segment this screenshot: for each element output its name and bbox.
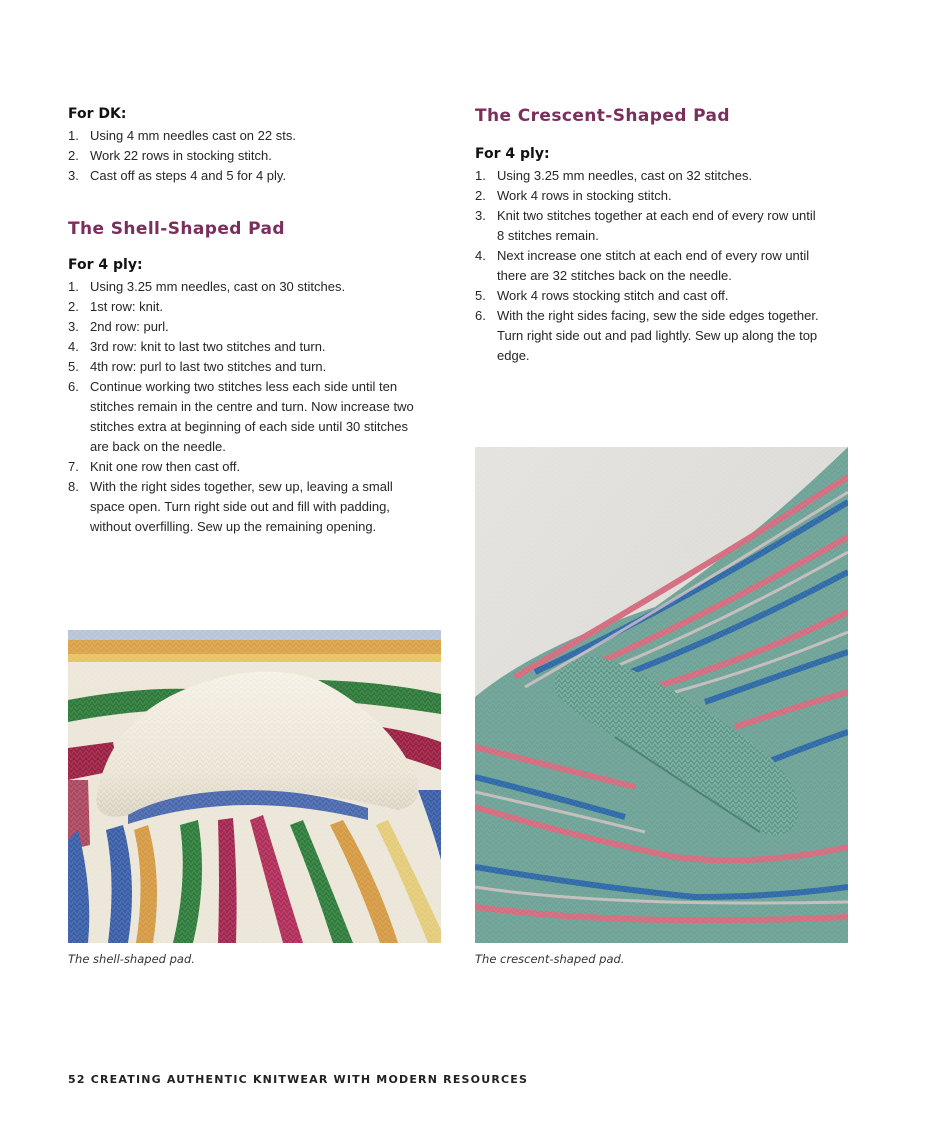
step-number: 4. (68, 339, 79, 354)
crescent-steps (475, 166, 855, 366)
step-number: 6. (68, 379, 79, 394)
step-text-line: there are 32 stitches back on the needle. (497, 268, 732, 283)
step-number: 5. (68, 359, 79, 374)
step-text-line: Next increase one stitch at each end of every row until (497, 248, 810, 263)
step-text-line: 4th row: purl to last two stitches and turn. (90, 359, 327, 374)
crescent-pad-caption: The crescent-shaped pad. (475, 952, 625, 966)
step-item (68, 166, 448, 186)
step-text-line: Using 4 mm needles cast on 22 sts. (90, 128, 296, 143)
step-item (475, 166, 855, 186)
right-column (475, 104, 855, 366)
dk-subhead: For DK: (68, 106, 127, 122)
step-item (475, 306, 855, 366)
step-item (475, 246, 855, 286)
step-number: 2. (68, 299, 79, 314)
step-item (68, 146, 448, 166)
step-number: 1. (475, 168, 486, 183)
step-text-line: Using 3.25 mm needles, cast on 30 stitches. (90, 279, 346, 294)
step-item (68, 277, 448, 297)
step-text-line: Knit one row then cast off. (90, 459, 241, 474)
step-text-line: Work 4 rows stocking stitch and cast off. (497, 288, 729, 303)
step-text-line: Turn right side out and pad lightly. Sew up along the top (497, 328, 818, 343)
step-number: 3. (68, 168, 79, 183)
step-item (68, 457, 448, 477)
step-item (68, 317, 448, 337)
crescent-pad-heading: The Crescent-Shaped Pad (475, 106, 730, 126)
step-number: 4. (475, 248, 486, 263)
step-text-line: edge. (497, 348, 530, 363)
step-item (68, 377, 448, 457)
step-text-line: 1st row: knit. (90, 299, 163, 314)
step-item (475, 186, 855, 206)
step-text-line: With the right sides facing, sew the side edges together. (497, 308, 819, 323)
step-text-line: stitches remain in the centre and turn. Now increase two (90, 399, 414, 414)
dk-steps (68, 126, 448, 186)
step-text-line: Work 4 rows in stocking stitch. (497, 188, 672, 203)
step-text-line: are back on the needle. (90, 439, 226, 454)
step-text-line: Continue working two stitches less each side until ten (90, 379, 398, 394)
step-number: 3. (475, 208, 486, 223)
step-item (68, 297, 448, 317)
step-text-line: Work 22 rows in stocking stitch. (90, 148, 272, 163)
step-text-line: With the right sides together, sew up, leaving a small (90, 479, 393, 494)
step-number: 1. (68, 279, 79, 294)
step-text-line: without overfilling. Sew up the remaining opening. (90, 519, 377, 534)
step-number: 6. (475, 308, 486, 323)
left-column (68, 104, 448, 537)
shell-steps (68, 277, 448, 537)
shell-pad-caption: The shell-shaped pad. (68, 952, 195, 966)
step-number: 7. (68, 459, 79, 474)
shell-pad-photo (68, 630, 441, 943)
page-footer: 52 CREATING AUTHENTIC KNITWEAR WITH MODERN RESOURCES (68, 1073, 529, 1086)
step-text-line: Knit two stitches together at each end of every row until (497, 208, 816, 223)
step-number: 5. (475, 288, 486, 303)
shell-subhead: For 4 ply: (68, 257, 143, 273)
step-number: 8. (68, 479, 79, 494)
shell-pad-heading: The Shell-Shaped Pad (68, 219, 285, 239)
step-item (68, 337, 448, 357)
step-number: 2. (68, 148, 79, 163)
step-text-line: 2nd row: purl. (90, 319, 169, 334)
step-number: 3. (68, 319, 79, 334)
step-item (68, 357, 448, 377)
crescent-subhead: For 4 ply: (475, 146, 550, 162)
step-item (475, 286, 855, 306)
step-text-line: space open. Turn right side out and fill with padding, (90, 499, 390, 514)
step-text-line: 3rd row: knit to last two stitches and turn. (90, 339, 326, 354)
step-item (475, 206, 855, 246)
step-text-line: stitches extra at beginning of each side until 30 stitches (90, 419, 408, 434)
crescent-pad-photo (475, 447, 848, 943)
step-item (68, 126, 448, 146)
step-number: 2. (475, 188, 486, 203)
step-number: 1. (68, 128, 79, 143)
step-text-line: Using 3.25 mm needles, cast on 32 stitches. (497, 168, 753, 183)
step-item (68, 477, 448, 537)
step-text-line: 8 stitches remain. (497, 228, 599, 243)
step-text-line: Cast off as steps 4 and 5 for 4 ply. (90, 168, 287, 183)
